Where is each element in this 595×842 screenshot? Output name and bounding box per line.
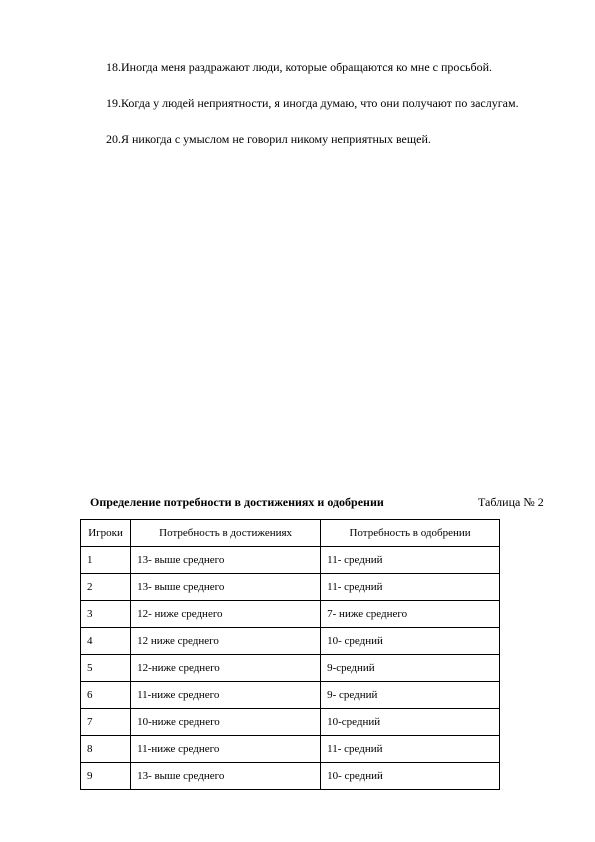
approval-cell: 10- средний [321, 628, 500, 655]
achievement-cell: 13- выше среднего [131, 574, 321, 601]
achievement-cell: 12- ниже среднего [131, 601, 321, 628]
achievement-cell: 13- выше среднего [131, 547, 321, 574]
header-achievement-need: Потребность в достижениях [131, 520, 321, 547]
table-row [81, 547, 500, 574]
player-cell: 2 [81, 574, 131, 601]
player-cell: 8 [81, 736, 131, 763]
approval-cell: 10-средний [321, 709, 500, 736]
question-20: 20.Я никогда с умыслом не говорил никому неприятных вещей. [106, 132, 431, 146]
table-title: Определение потребности в достижениях и одобрении [90, 495, 384, 509]
table-number: Таблица № 2 [478, 495, 544, 509]
table-row [81, 628, 500, 655]
table-row [81, 655, 500, 682]
player-cell: 4 [81, 628, 131, 655]
table-row [81, 736, 500, 763]
player-cell: 7 [81, 709, 131, 736]
header-approval-need: Потребность в одобрении [321, 520, 500, 547]
approval-cell: 11- средний [321, 736, 500, 763]
approval-cell: 9- средний [321, 682, 500, 709]
results-table [80, 519, 500, 790]
player-cell: 5 [81, 655, 131, 682]
approval-cell: 7- ниже среднего [321, 601, 500, 628]
table-row [81, 709, 500, 736]
approval-cell: 10- средний [321, 763, 500, 790]
player-cell: 1 [81, 547, 131, 574]
approval-cell: 11- средний [321, 574, 500, 601]
achievement-cell: 11-ниже среднего [131, 682, 321, 709]
table-header-row [81, 520, 500, 547]
approval-cell: 9-средний [321, 655, 500, 682]
header-players: Игроки [81, 520, 131, 547]
player-cell: 3 [81, 601, 131, 628]
question-19: 19.Когда у людей неприятности, я иногда думаю, что они получают по заслугам. [106, 96, 519, 110]
achievement-cell: 13- выше среднего [131, 763, 321, 790]
player-cell: 6 [81, 682, 131, 709]
achievement-cell: 10-ниже среднего [131, 709, 321, 736]
achievement-cell: 12-ниже среднего [131, 655, 321, 682]
player-cell: 9 [81, 763, 131, 790]
table-row [81, 763, 500, 790]
table-row [81, 601, 500, 628]
achievement-cell: 11-ниже среднего [131, 736, 321, 763]
table-row [81, 574, 500, 601]
table-row [81, 682, 500, 709]
achievement-cell: 12 ниже среднего [131, 628, 321, 655]
question-18: 18.Иногда меня раздражают люди, которые обращаются ко мне с просьбой. [106, 60, 493, 74]
approval-cell: 11- средний [321, 547, 500, 574]
